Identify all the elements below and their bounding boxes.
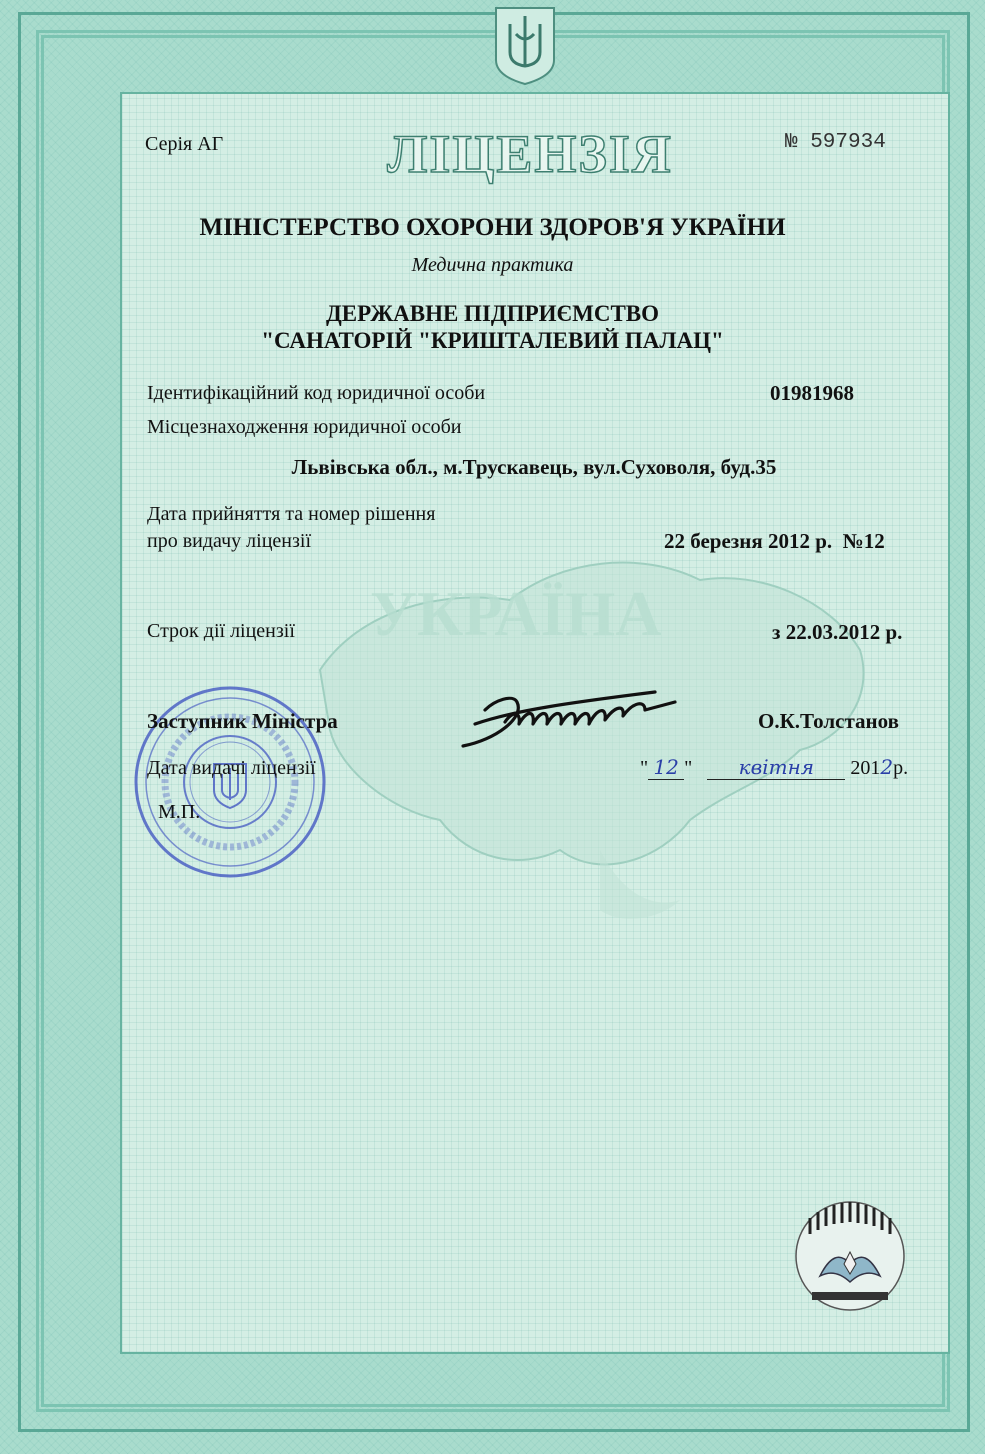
id-code-label: Ідентифікаційний код юридичної особи	[147, 382, 486, 404]
issue-year-unit: р.	[893, 757, 909, 779]
location-value: Львівська обл., м.Трускавець, вул.Суховоля, буд.35	[291, 455, 777, 479]
issue-date-line: " 12 " квітня 2012р.	[640, 755, 909, 779]
organization-line-2: "САНАТОРІЙ "КРИШТАЛЕВИЙ ПАЛАЦ"	[261, 328, 724, 353]
activity-type: Медична практика	[411, 254, 574, 276]
organization-line-1: ДЕРЖАВНЕ ПІДПРИЄМСТВО	[325, 301, 660, 326]
issue-month: квітня	[707, 755, 845, 780]
license-title-text: ЛІЦЕНЗІЯ	[387, 124, 673, 184]
issue-date-label: Дата видачі ліцензії	[147, 757, 316, 779]
term-value: з 22.03.2012 р.	[772, 620, 903, 644]
stamp-place-label: М.П.	[158, 801, 201, 823]
series-label: Серія АГ	[145, 133, 224, 155]
license-title	[380, 114, 680, 192]
watermark-text: УКРАЇНА	[370, 578, 662, 649]
signatory-position: Заступник Міністра	[147, 709, 338, 733]
issue-day: 12	[648, 755, 684, 780]
trident-emblem-icon	[492, 4, 558, 86]
handwritten-signature-icon	[455, 680, 685, 760]
id-code-value: 01981968	[770, 381, 854, 405]
issue-year-prefix: 201	[850, 757, 881, 779]
license-number: № 597934	[785, 131, 886, 154]
ministry-name: МІНІСТЕРСТВО ОХОРОНИ ЗДОРОВ'Я УКРАЇНИ	[199, 214, 786, 241]
issue-year-suffix: 2	[880, 755, 894, 779]
hologram-icon	[790, 1196, 910, 1316]
location-label: Місцезнаходження юридичної особи	[147, 416, 462, 438]
term-label: Строк дії ліцензії	[147, 620, 295, 642]
decision-label-line-2: про видачу ліцензії	[147, 530, 311, 552]
decision-label-line-1: Дата прийняття та номер рішення	[147, 503, 436, 525]
signatory-name: О.К.Толстанов	[758, 709, 899, 733]
decision-value: 22 березня 2012 р. №12	[664, 529, 885, 553]
